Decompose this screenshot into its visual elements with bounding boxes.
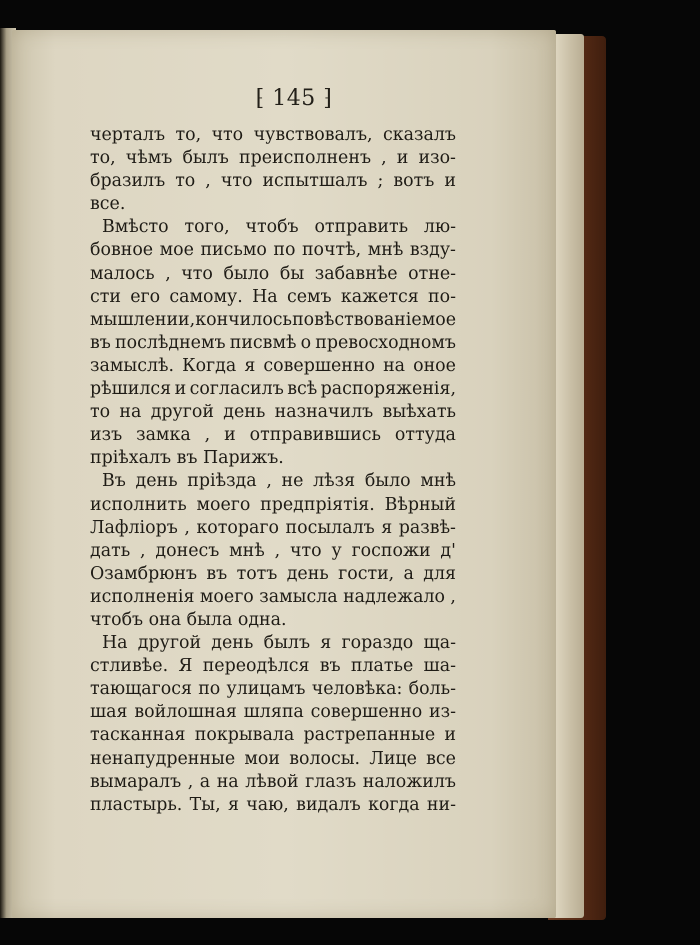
text-line: сти его самому. На семъ кажется по- [90,286,456,307]
text-line: стливѣе. Я переодѣлся въ платье ша- [90,656,456,677]
text-line: исполненія моего замысла надлежало , [90,586,456,607]
page-number: ⁅ 145 ⁆ [255,86,333,111]
text-line: дать , донесъ мнѣ , что у госпожи д' [90,540,456,561]
text-line: бовное мое письмо по почтѣ, мнѣ взду- [90,240,456,261]
text-line: изъ замка , и отправившись оттуда [90,425,456,446]
text-line: исполнить моего предпріятія. Вѣрный [90,494,456,515]
text-line: малось , что было бы забавнѣе отне- [90,263,456,284]
text-line: черталъ то, что чувствовалъ, сказалъ [90,125,456,145]
text-line: то на другой день назначилъ выѣхать [90,402,456,423]
text-line: На другой день былъ я гораздо ща- [102,633,456,654]
text-line: все. [90,194,126,215]
text-line: мышлении, кончилось повѣствованіе мое [90,309,456,330]
text-line: Лафліоръ , котораго посылалъ я развѣ- [90,517,456,538]
text-line: шая войлошная шляпа совершенно из- [90,702,456,723]
text-line: Озамбрюнъ въ тотъ день гости, а для [90,563,456,584]
text-line: Въ день пріѣзда , не лѣзя было мнѣ [102,471,456,492]
text-line: Вмѣсто того, чтобъ отправить лю- [102,217,456,238]
text-line: ненапудренные мои волосы. Лице все [90,748,456,769]
text-line: въ послѣднемъ писвмѣ о превосходномъ [90,332,456,353]
text-line: замыслѣ. Когда я совершенно на оное [90,355,456,376]
text-line: пріѣхалъ въ Парижъ. [90,448,284,469]
text-line: вымаралъ , а на лѣвой глазъ наложилъ [90,771,456,792]
text-line: бразилъ то , что испытшалъ ; вотъ и [90,171,456,192]
text-line: рѣшился и согласилъ всѣ распоряженія, [90,379,456,400]
text-line: то, чѣмъ былъ преисполненъ , и изо- [90,148,456,169]
text-line: пластырь. Ты, я чаю, видалъ когда ни- [90,794,456,815]
text-line: тасканная покрывала растрепанные и [90,725,456,746]
text-line: чтобъ она была одна. [90,609,287,630]
text-line: тающагося по улицамъ человѣка: боль- [90,679,456,700]
page-text [90,124,456,817]
